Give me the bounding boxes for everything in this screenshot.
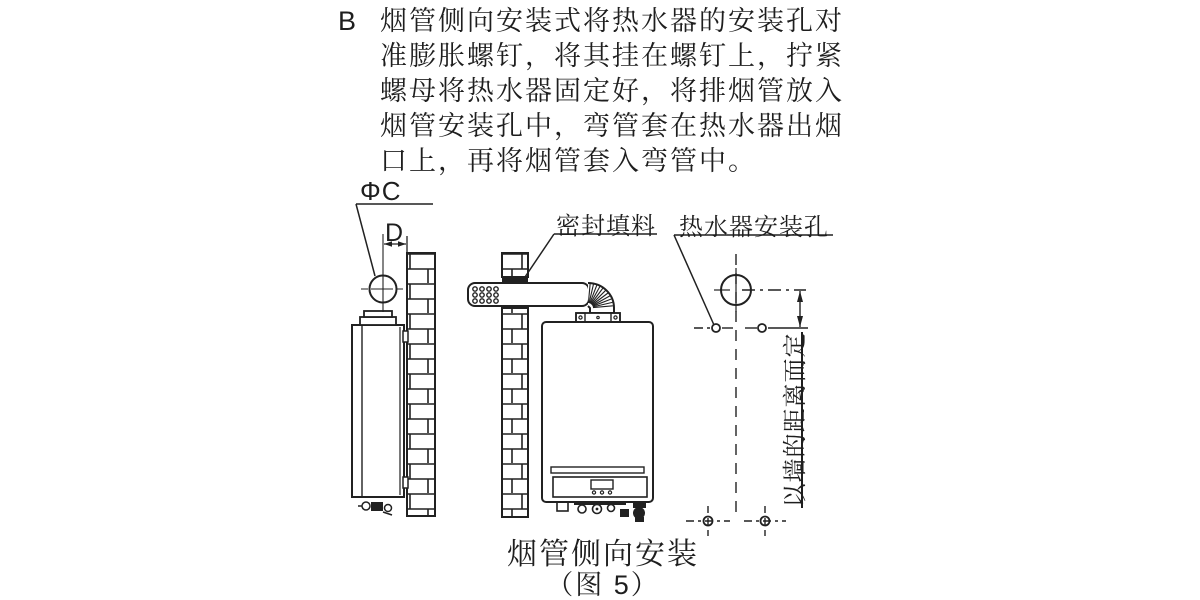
paragraph-line: 准膨胀螺钉，将其挂在螺钉上，拧紧 [380,41,844,71]
paragraph-line: 烟管侧向安装式将热水器的安装孔对 [380,6,844,36]
front-view-diagram [468,234,657,522]
paragraph-line: 螺母将热水器固定好，将排烟管放入 [380,76,844,106]
wall-distance-d-label: D [385,219,404,247]
figure-number: （图 5） [546,570,660,600]
mounting-holes-label: 热水器安装孔 [679,214,829,241]
paragraph-index: B [338,6,357,36]
pipe-diameter-label: ΦC [360,176,402,206]
paragraph-line: 烟管安装孔中，弯管套在热水器出烟 [380,111,844,141]
paragraph-line: 口上，再将烟管套入弯管中。 [380,146,757,176]
mounting-hole-diagram [674,235,833,536]
distance-from-wall-label: 以墙的距离而定 [775,332,803,508]
figure-caption: 烟管侧向安装 [507,538,699,571]
sealing-filler-label: 密封填料 [556,213,656,240]
side-view-diagram [352,204,435,516]
